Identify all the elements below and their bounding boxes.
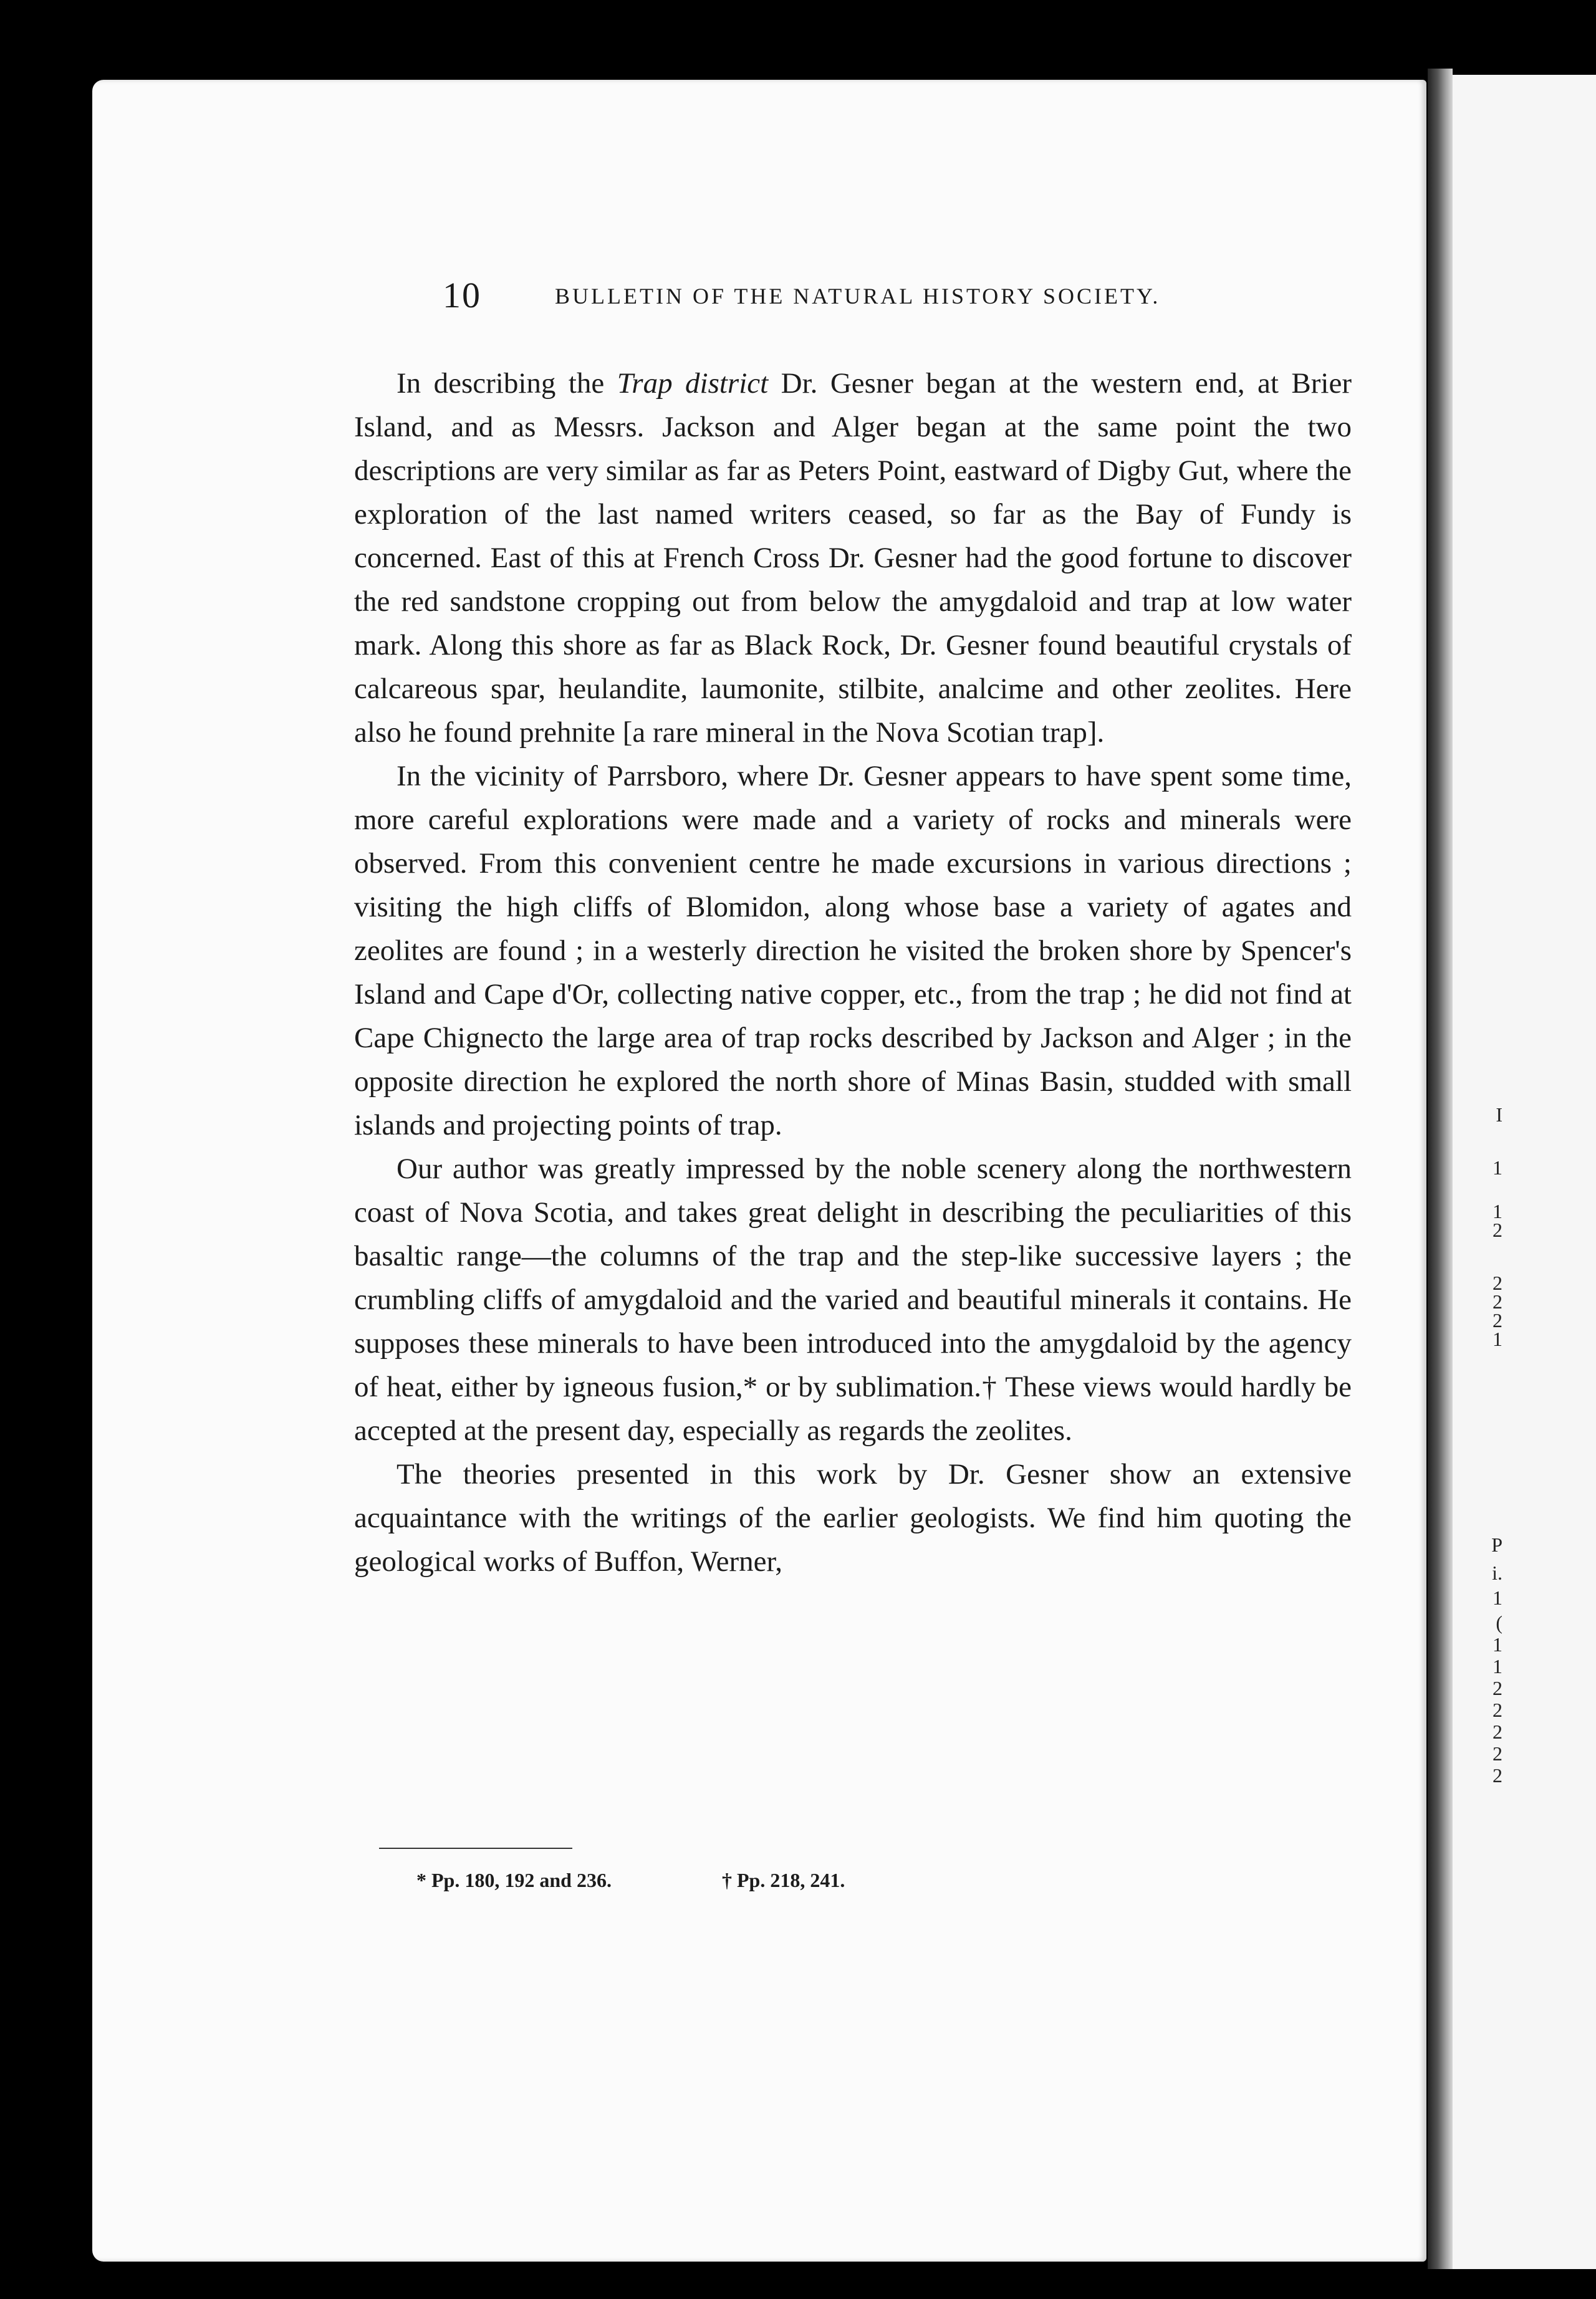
book-page xyxy=(92,80,1426,2262)
running-head-title: BULLETIN OF THE NATURAL HISTORY SOCIETY. xyxy=(555,284,1161,309)
edge-fragment: 2 xyxy=(1493,1699,1502,1721)
edge-fragment: 2 xyxy=(1493,1721,1502,1743)
paragraph: Our author was greatly impressed by the noble scenery along the northwestern coast of Nova Scotia, and takes great delight in describing the peculiarities of this basaltic range—the columns of the trap and the step-like successive layers ; the crumbling cliffs of amygdaloid and the varied and beautiful minerals it contains. He supposes these minerals to have been introduced into the amygdaloid by the agency of heat, either by igneous fusion,* or by sublimation.† These views would hardly be accepted at the present day, especially as regards the zeolites. xyxy=(354,1153,1352,1447)
page-number: 10 xyxy=(443,275,481,315)
edge-fragment: ( xyxy=(1496,1611,1502,1634)
edge-fragment: 2 xyxy=(1493,1219,1502,1241)
edge-fragment: 1 xyxy=(1493,1200,1502,1222)
edge-fragment: I xyxy=(1496,1103,1502,1126)
body-text xyxy=(354,362,1352,1583)
edge-fragment: 1 xyxy=(1493,1655,1502,1677)
edge-fragment: i. xyxy=(1492,1562,1502,1584)
paragraph: In the vicinity of Parrsboro, where Dr. Gesner appears to have spent some time, more careful explorations were made and a variety of rocks and minerals were observed. From this convenient centre he made excursions in various directions ; visiting the high cliffs of Blomidon, along whose base a variety of agates and zeolites are found ; in a westerly direction he visited the broken shore by Spencer's Island and Cape d'Or, collecting native copper, etc., from the trap ; he did not find at Cape Chignecto the large area of trap rocks described by Jackson and Alger ; in the opposite direction he explored the north shore of Minas Basin, studded with small islands and projecting points of trap. xyxy=(354,760,1352,1141)
edge-fragment: 1 xyxy=(1493,1156,1502,1179)
edge-fragment: 1 xyxy=(1493,1328,1502,1350)
edge-fragment: 1 xyxy=(1493,1633,1502,1656)
book-gutter xyxy=(1428,69,1453,2269)
edge-fragment: 2 xyxy=(1493,1677,1502,1699)
italic-term: Trap district xyxy=(617,367,769,400)
paragraph xyxy=(354,362,1352,754)
paragraph-1-rest: Dr. Gesner began at the western end, at Brier Island, and as Messrs. Jackson and Alger began at the same point the two descriptions are very similar as far as Peters Point, eastward of Digby Gut, where the exploration of the last named writers ceased, so far as the Bay of Fundy is concerned. East of this at French Cross Dr. Gesner had the good fortune to discover the red sandstone cropping out from below the amygdaloid and trap at low water mark. Along this shore as far as Black Rock, Dr. Gesner found beautiful crystals of calcareous spar, heulandite, laumonite, stilbite, analcime and other zeolites. Here also he found prehnite [a rare mineral in the Nova Scotian trap]. xyxy=(354,367,1352,749)
footnote-1: * Pp. 180, 192 and 236. xyxy=(416,1869,612,1891)
running-head xyxy=(354,274,1277,315)
paragraph: The theories presented in this work by Dr. Gesner show an extensive acquaintance with the writings of the earlier geologists. We find him quoting the geological works of Buffon, Werner, xyxy=(354,1458,1352,1578)
edge-fragment: 2 xyxy=(1493,1742,1502,1765)
edge-fragment: P xyxy=(1491,1533,1502,1556)
edge-fragment: 2 xyxy=(1493,1764,1502,1787)
edge-fragment: 1 xyxy=(1493,1586,1502,1609)
footnote-rule xyxy=(379,1848,572,1849)
adjacent-page-edge xyxy=(1453,75,1596,2269)
edge-fragment: 2 xyxy=(1493,1272,1502,1294)
footnote-2: † Pp. 218, 241. xyxy=(722,1869,845,1891)
paragraph-1-start: In describing the xyxy=(397,367,617,400)
edge-fragment: 2 xyxy=(1493,1290,1502,1313)
edge-fragment: 2 xyxy=(1493,1309,1502,1332)
